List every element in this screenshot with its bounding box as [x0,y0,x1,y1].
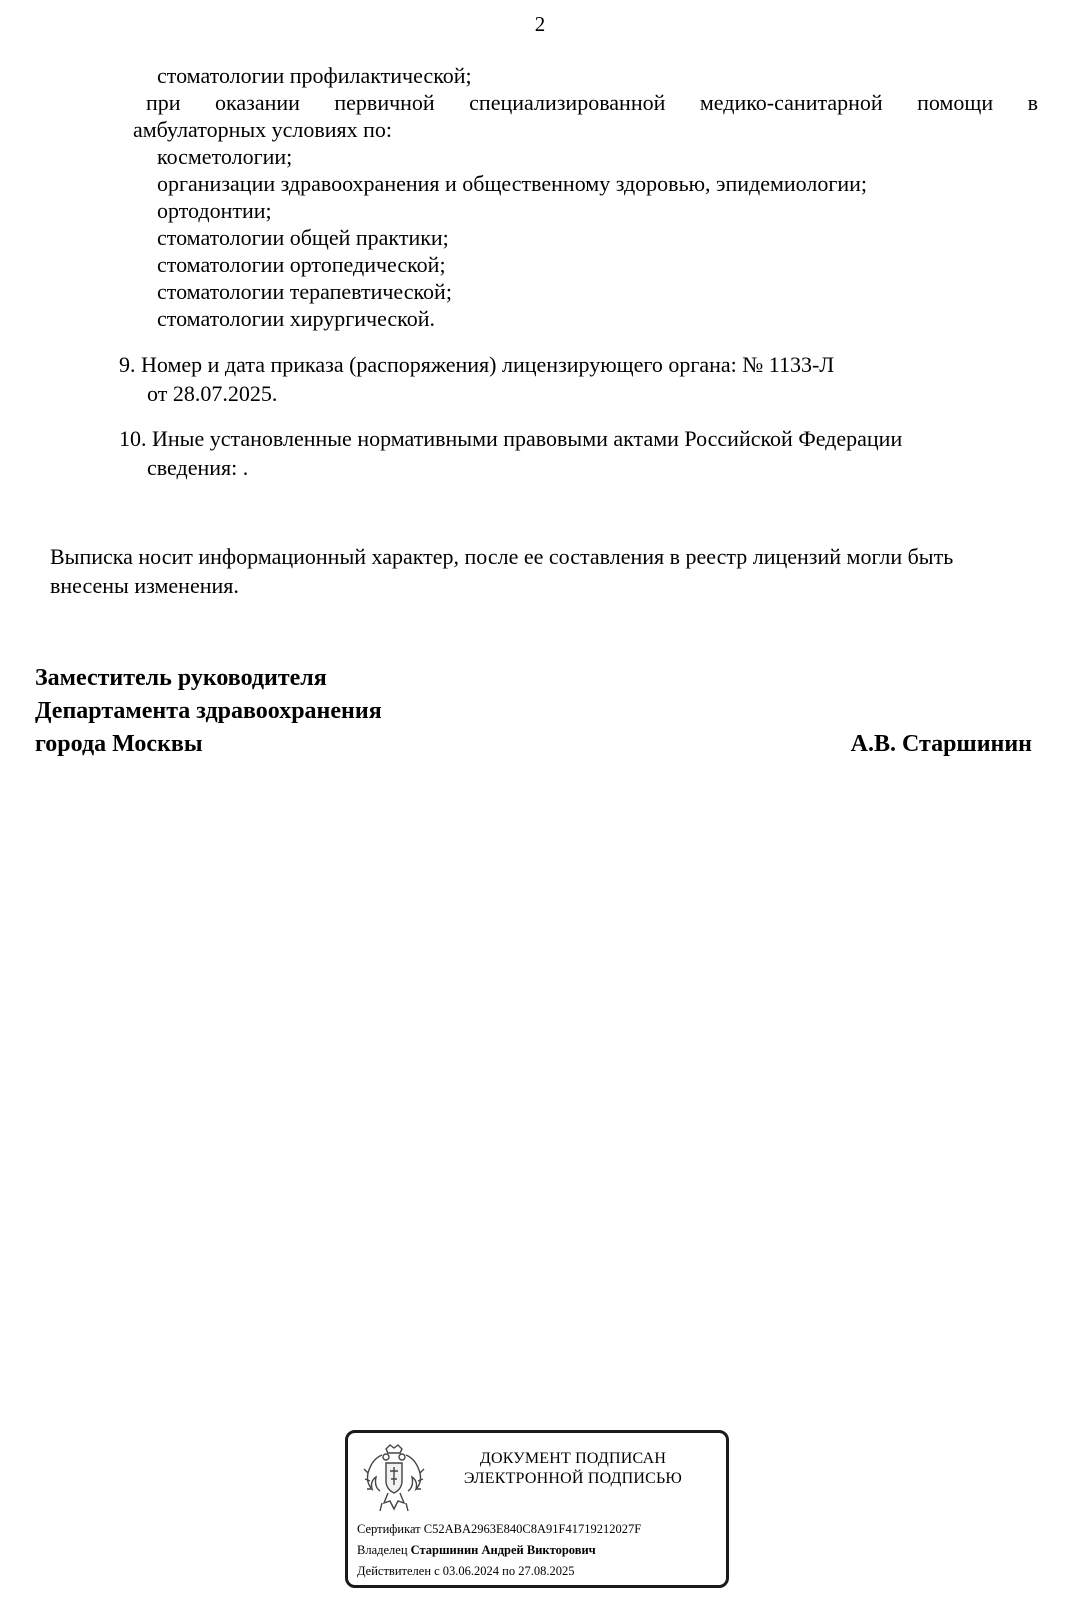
item-9-line-1: 9. Номер и дата приказа (распоряжения) лицензирующего органа: № 1133-Л [119,352,835,377]
stamp-title [428,1449,718,1489]
signatory-position-line-2: Департамента здравоохранения [35,698,382,724]
stamp-owner [357,1542,596,1558]
stamp-title-line-2: ЭЛЕКТРОННОЙ ПОДПИСЬЮ [463,1470,683,1487]
intro-word: при [146,90,181,115]
list-item: стоматологии профилактической; [157,63,472,88]
stamp-title-line-1: ДОКУМЕНТ ПОДПИСАН [479,1450,667,1467]
stamp-validity: Действителен с 03.06.2024 по 27.08.2025 [357,1564,575,1578]
list-item: ортодонтии; [157,198,272,223]
list-item: стоматологии общей практики; [157,225,449,250]
intro-word: первичной [334,90,435,115]
list-item: организации здравоохранения и общественному здоровью, эпидемиологии; [157,171,868,196]
intro-word: в [1027,90,1038,115]
electronic-signature-stamp [345,1430,729,1588]
owner-value: Старшинин Андрей Викторович [410,1543,596,1557]
item-10-line-1: 10. Иные установленные нормативными правовыми актами Российской Федерации [119,426,903,451]
intro-word: медико-санитарной [699,90,883,115]
item-10-line-2: сведения: . [147,455,249,480]
owner-label: Владелец [357,1543,408,1557]
intro-word: помощи [917,90,994,115]
intro-word: специализированной [469,90,666,115]
list-item: стоматологии терапевтической; [157,279,452,304]
signatory-name: А.В. Старшинин [850,731,1032,757]
notice-line-2: внесены изменения. [50,573,239,598]
certificate-label: Сертификат [357,1522,421,1536]
stamp-certificate [357,1521,641,1537]
list-item: стоматологии ортопедической; [157,252,446,277]
russian-coat-of-arms-icon [362,1443,426,1515]
signatory-position-line-3: города Москвы [35,731,203,757]
list-item: косметологии; [157,144,293,169]
certificate-value: C52ABA2963E840C8A91F41719212027F [423,1522,642,1536]
intro-word: оказании [215,90,300,115]
page-number: 2 [534,12,546,36]
notice-line-1: Выписка носит информационный характер, после ее составления в реестр лицензий могли быть [50,544,954,569]
signatory-position-line-1: Заместитель руководителя [35,665,327,691]
list-intro-line [146,89,1038,116]
list-intro-line-2: амбулаторных условиях по: [133,117,393,142]
item-9-line-2: от 28.07.2025. [147,381,278,406]
list-item: стоматологии хирургической. [157,306,435,331]
